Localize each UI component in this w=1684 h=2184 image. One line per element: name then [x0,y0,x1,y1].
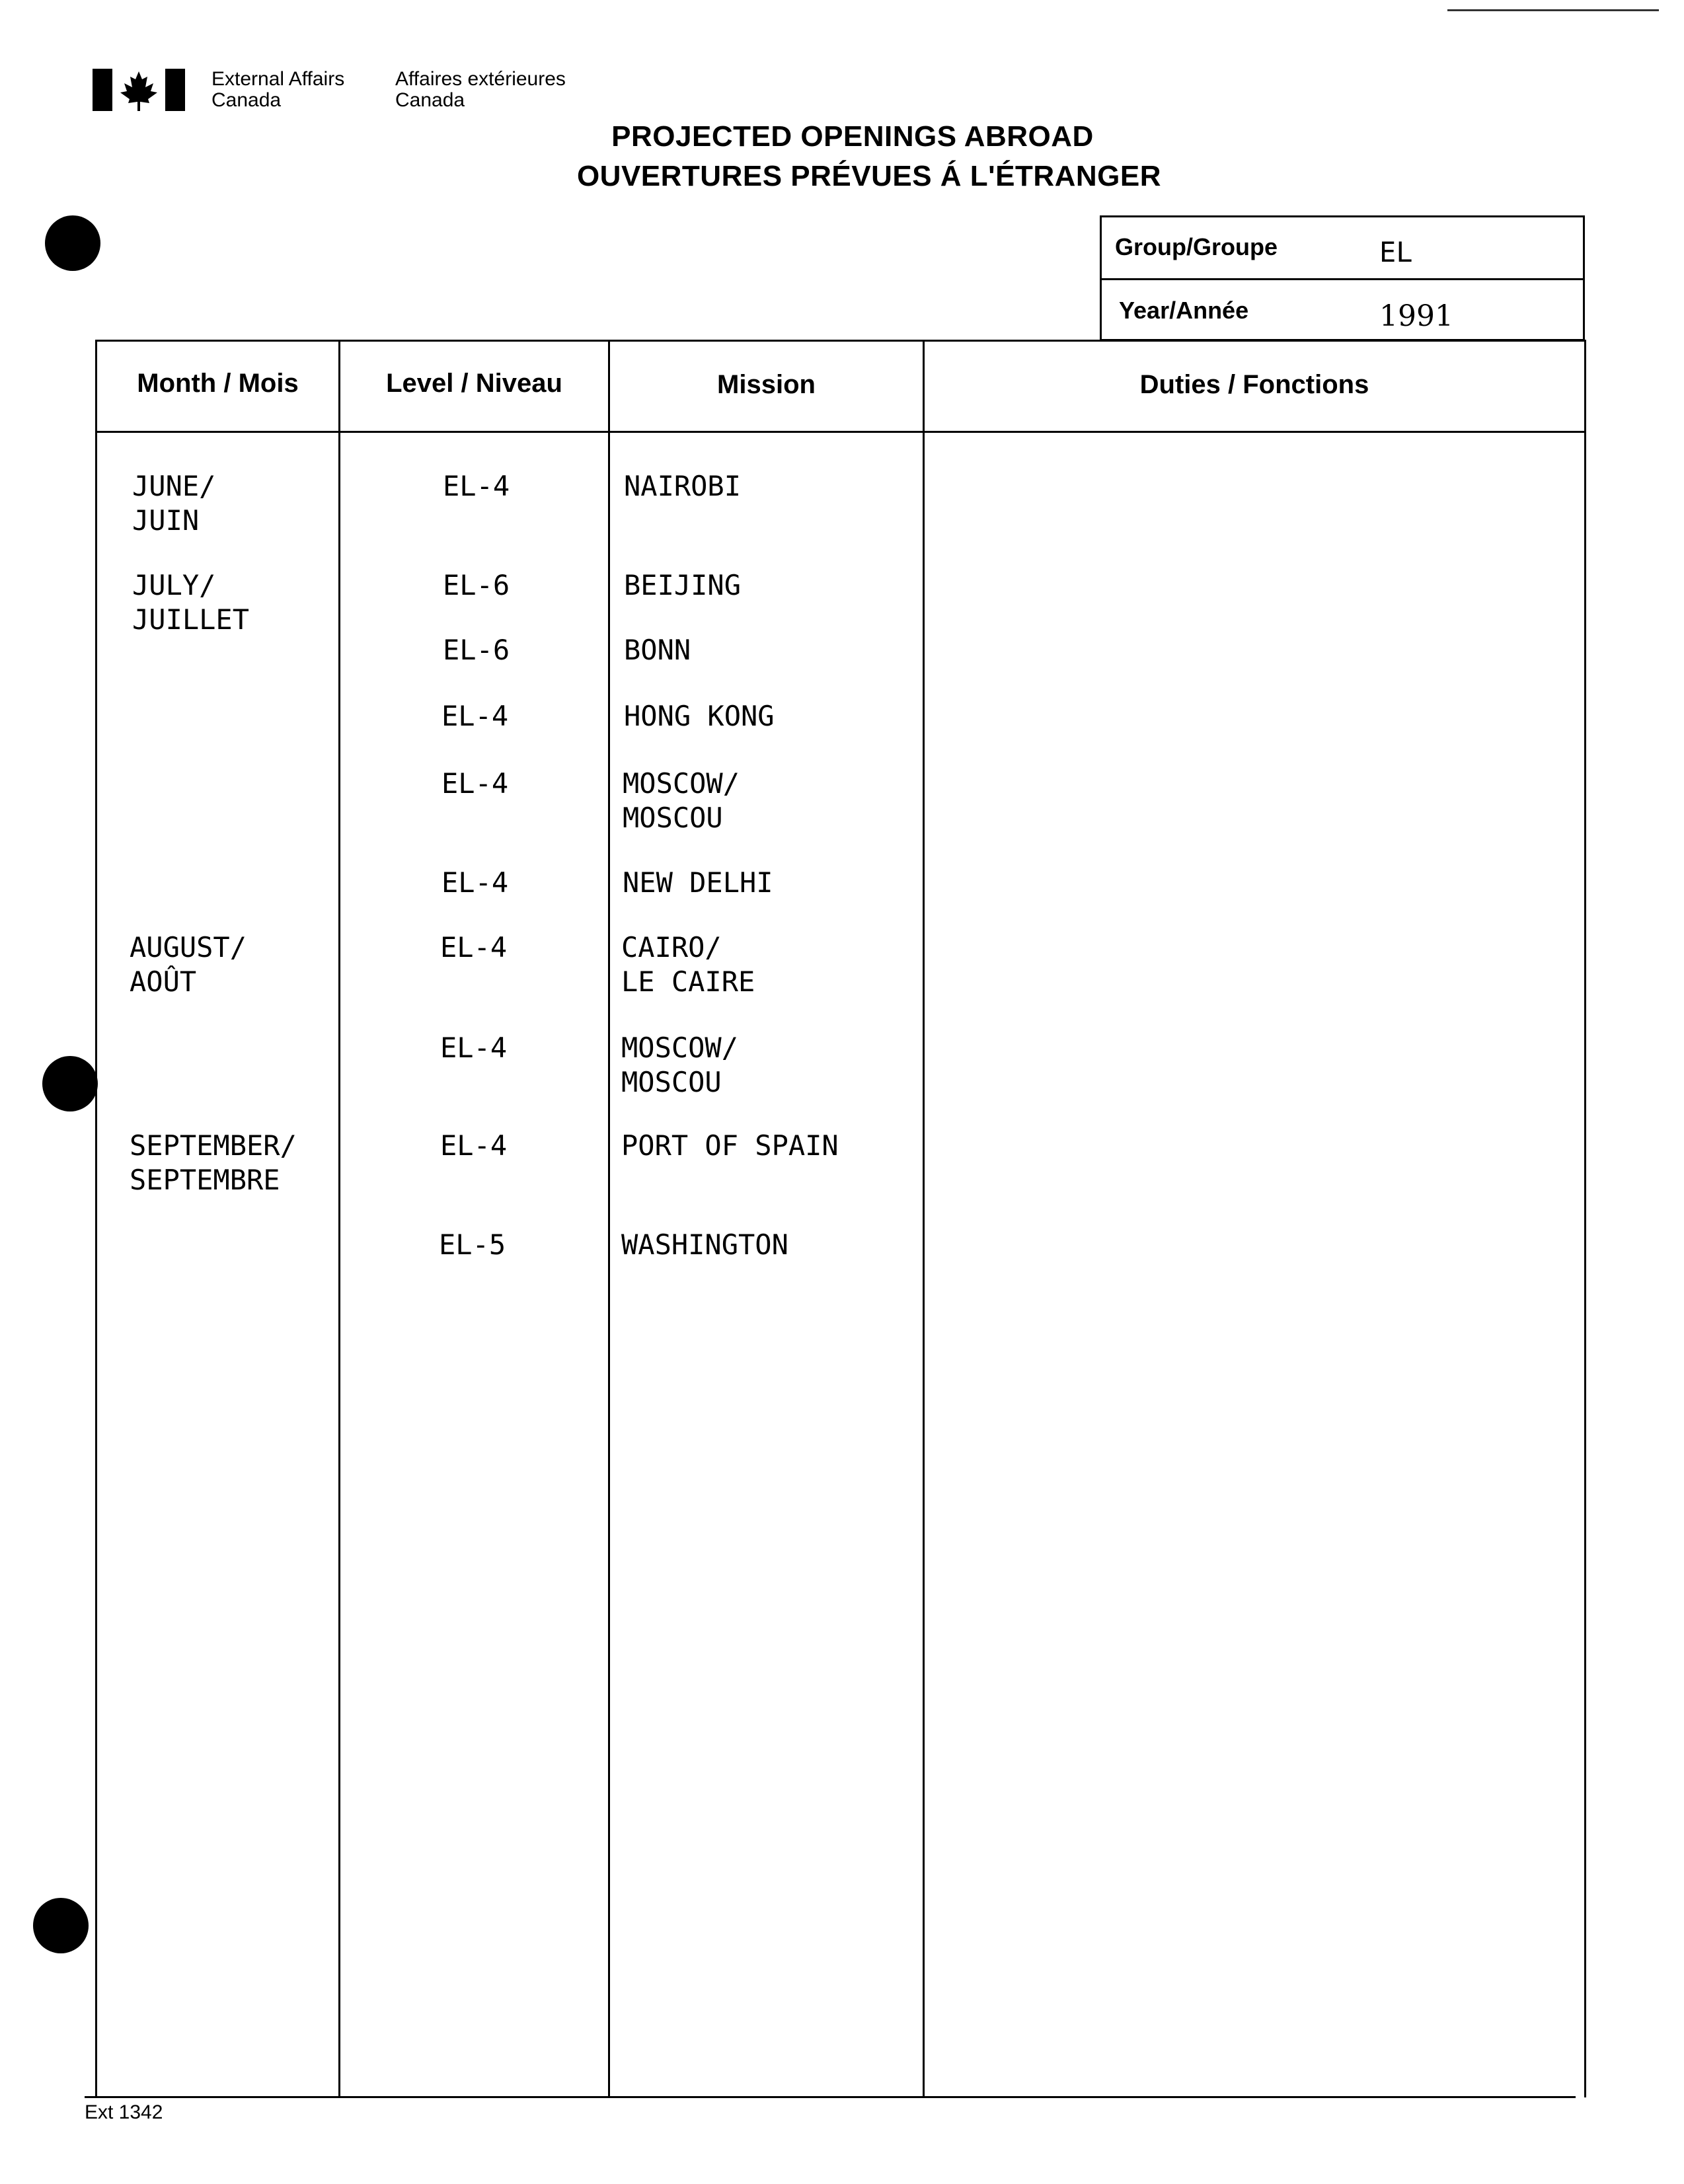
month-cell: JUNE/ JUIN [132,470,216,537]
header-duties: Duties / Fonctions [1139,370,1369,399]
mission-cell: NAIROBI [624,470,742,502]
mission-cell: PORT OF SPAIN [621,1129,839,1162]
table-col-divider-2 [608,340,610,2097]
header-mission: Mission [717,370,816,399]
mission-cell: MOSCOW/ MOSCOU [623,767,740,834]
table-col-divider-1 [338,340,340,2097]
month-cell: JULY/ JUILLET [132,569,250,636]
level-cell: EL-4 [441,866,509,899]
table-top-border [95,340,1586,342]
level-cell: EL-6 [443,634,510,666]
department-en-name: External Affairs [211,68,345,90]
level-cell: EL-5 [439,1228,506,1261]
level-cell: EL-4 [441,767,509,800]
mission-cell: WASHINGTON [621,1228,788,1261]
level-cell: EL-4 [443,470,510,502]
title-fr: OUVERTURES PRÉVUES Á L'ÉTRANGER [576,160,1162,192]
level-cell: EL-4 [441,700,509,732]
year-label: Year/Année [1119,297,1249,324]
level-cell: EL-4 [440,1032,508,1064]
table-left-border [95,340,97,2097]
title-en: PROJECTED OPENINGS ABROAD [611,120,1094,153]
year-value: 1991 [1379,299,1453,333]
mission-cell: HONG KONG [624,700,775,732]
header-month: Month / Mois [137,369,299,398]
month-cell: AUGUST/ AOÛT [130,931,247,998]
department-fr-country: Canada [395,89,465,111]
mission-cell: BEIJING [624,569,742,601]
mission-cell: BONN [624,634,691,666]
level-cell: EL-4 [440,931,508,963]
table-right-border [1584,340,1586,2097]
form-number: Ext 1342 [85,2101,163,2123]
table-bottom-border [85,2096,1576,2098]
header-level: Level / Niveau [386,369,562,398]
mission-cell: NEW DELHI [623,866,773,899]
group-value: EL [1379,236,1413,268]
table-col-divider-3 [923,340,925,2097]
department-en-country: Canada [211,89,282,111]
mission-cell: MOSCOW/ MOSCOU [621,1032,739,1098]
department-fr-name: Affaires extérieures [395,68,566,90]
table-header-border [95,431,1586,433]
month-cell: SEPTEMBER/ SEPTEMBRE [130,1129,297,1196]
mission-cell: CAIRO/ LE CAIRE [621,931,755,998]
group-label: Group/Groupe [1115,233,1278,260]
level-cell: EL-6 [443,569,510,601]
level-cell: EL-4 [440,1129,508,1162]
